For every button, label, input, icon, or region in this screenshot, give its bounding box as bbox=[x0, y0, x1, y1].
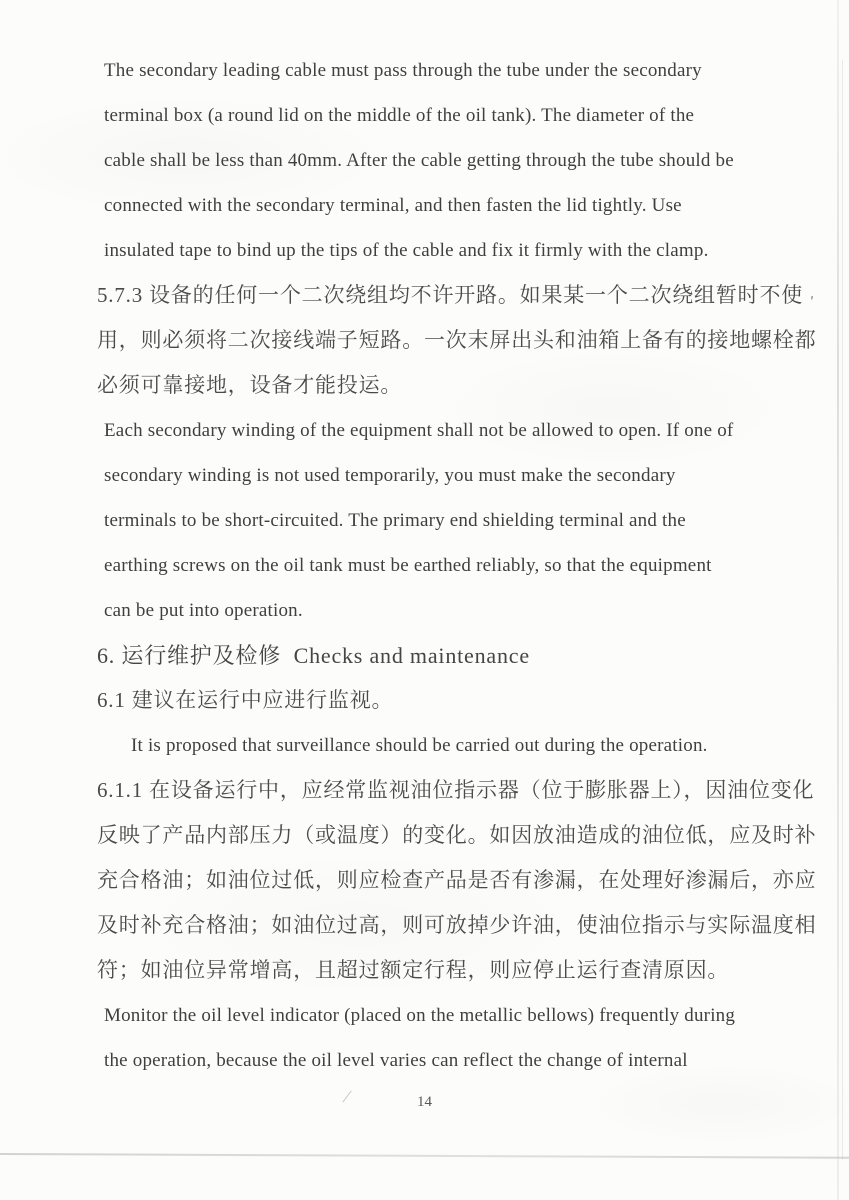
text-line: cable shall be less than 40mm. After the cable getting through the tube should be bbox=[104, 150, 734, 171]
text-line: connected with the secondary terminal, and then fasten the lid tightly. Use bbox=[104, 195, 682, 216]
text-line: Each secondary winding of the equipment shall not be allowed to open. If one of bbox=[104, 420, 734, 441]
text-line: can be put into operation. bbox=[104, 600, 303, 621]
page-content bbox=[0, 48, 849, 1083]
text-line: 用，则必须将二次接线端子短路。一次末屏出头和油箱上备有的接地螺栓都 bbox=[97, 328, 817, 352]
heading-6-checks-and-maintenance bbox=[0, 633, 849, 678]
section-5-7-3 bbox=[0, 273, 849, 408]
paragraph-monitor-oil-level bbox=[0, 993, 849, 1083]
page-number: 14 bbox=[417, 1094, 432, 1110]
text-line: Monitor the oil level indicator (placed on the metallic bellows) frequently during bbox=[104, 1005, 736, 1026]
scan-artifact-stray-mark: ' bbox=[808, 293, 814, 311]
text-line: It is proposed that surveillance should be carried out during the operation. bbox=[131, 735, 708, 756]
text-line: insulated tape to bind up the tips of the cable and fix it firmly with the clamp. bbox=[104, 240, 709, 261]
text-line: 反映了产品内部压力（或温度）的变化。如因放油造成的油位低，应及时补 bbox=[97, 823, 817, 847]
text-line: secondary winding is not used temporarily, you must make the secondary bbox=[104, 465, 676, 486]
text-line: 6.1.1 在设备运行中，应经常监视油位指示器（位于膨胀器上），因油位变化 bbox=[97, 778, 815, 802]
text-line: terminals to be short-circuited. The primary end shielding terminal and the bbox=[104, 510, 686, 531]
text-line: earthing screws on the oil tank must be earthed reliably, so that the equipment bbox=[104, 555, 712, 576]
paragraph-secondary-winding bbox=[0, 408, 849, 633]
scan-fold-line bbox=[0, 1153, 849, 1159]
text-line: 必须可靠接地，设备才能投运。 bbox=[97, 373, 403, 397]
text-line: terminal box (a round lid on the middle of the oil tank). The diameter of the bbox=[104, 105, 695, 126]
text-line: 6.1 建议在运行中应进行监视。 bbox=[97, 688, 394, 712]
paragraph-secondary-cable bbox=[0, 48, 849, 273]
text-line: 5.7.3 设备的任何一个二次绕组均不许开路。如果某一个二次绕组暂时不使 bbox=[97, 283, 804, 307]
text-line: The secondary leading cable must pass through the tube under the secondary bbox=[104, 60, 702, 81]
heading-6-1 bbox=[0, 678, 849, 723]
text-line: 符；如油位异常增高，且超过额定行程，则应停止运行查清原因。 bbox=[97, 958, 730, 982]
scan-artifact-slash: / bbox=[340, 1085, 353, 1109]
text-line: 6. 运行维护及检修 Checks and maintenance bbox=[97, 643, 530, 668]
text-line: 充合格油；如油位过低，则应检查产品是否有渗漏，在处理好渗漏后，亦应 bbox=[97, 868, 817, 892]
paragraph-surveillance bbox=[0, 723, 849, 768]
text-line: the operation, because the oil level varies can reflect the change of internal bbox=[104, 1050, 688, 1071]
text-line: 及时补充合格油；如油位过高，则可放掉少许油，使油位指示与实际温度相 bbox=[97, 913, 817, 937]
section-6-1-1 bbox=[0, 768, 849, 993]
